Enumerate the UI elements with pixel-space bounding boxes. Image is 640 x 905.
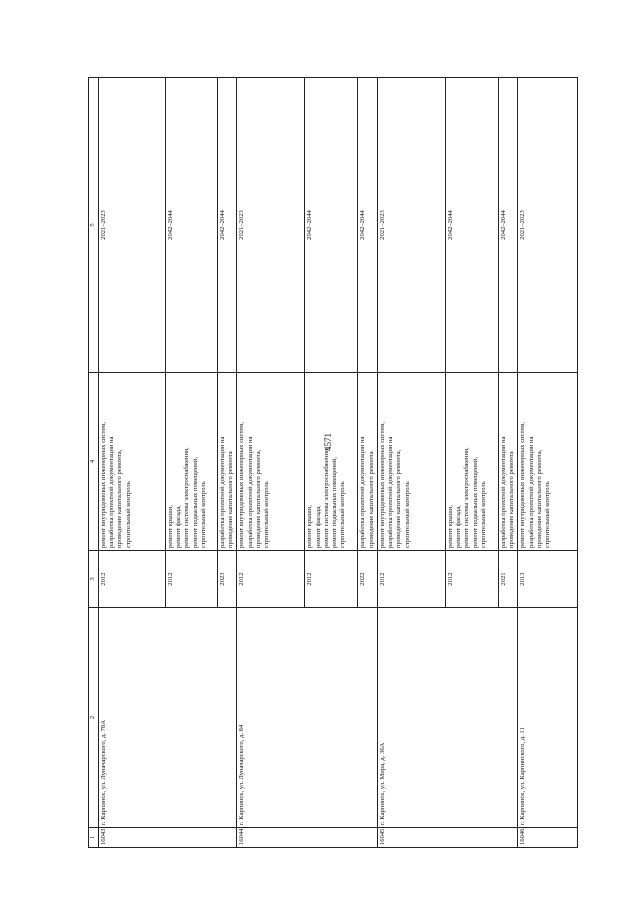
work-item: ремонт внутридомовых инженерных систем, <box>519 421 527 548</box>
work-item: строительный контроль <box>544 481 552 548</box>
header-cell: 5 <box>89 78 99 373</box>
work-item: ремонт системы электроснабжения, <box>463 447 471 548</box>
work-item: ремонт подвальных помещений, <box>191 457 199 548</box>
header-cell: 2 <box>89 608 99 828</box>
rotated-table-container <box>88 78 566 848</box>
work-item: ремонт подвальных помещений, <box>471 457 479 548</box>
work-item: ремонт системы электроснабжения, <box>183 447 191 548</box>
table-row <box>518 78 578 848</box>
page-number: 4571 <box>323 433 333 451</box>
work-item: проведение капитального ремонта, <box>116 449 124 548</box>
works-cell <box>498 373 517 551</box>
works-cell <box>99 373 166 551</box>
work-item: ремонт внутридомовых инженерных систем, <box>378 421 386 548</box>
work-item: ремонт крыши, <box>306 505 314 548</box>
work-item: строительный контроль <box>479 481 487 548</box>
period-cell: 2021–2023 <box>99 78 166 373</box>
period-cell: 2021–2023 <box>518 78 578 373</box>
year-cell: 2012 <box>377 551 445 608</box>
header-cell: 1 <box>89 828 99 848</box>
works-cell <box>237 373 305 551</box>
table-row <box>99 78 166 848</box>
work-item: проведение капитального ремонта <box>508 451 516 548</box>
work-item: строительный контроль <box>199 481 207 548</box>
year-cell: 2012 <box>305 551 358 608</box>
work-item: разработка проектной документации на <box>527 436 535 548</box>
work-item: строительный контроль <box>403 481 411 548</box>
work-item: проведение капитального ремонта <box>227 451 235 548</box>
work-item: ремонт крыши, <box>446 505 454 548</box>
row-number-cell: 16045. <box>377 828 517 848</box>
address-cell: г. Карпинск, ул. Мира, д. 36А <box>377 608 517 828</box>
period-cell: 2042–2044 <box>305 78 358 373</box>
year-cell: 2012 <box>237 551 305 608</box>
works-cell <box>305 373 358 551</box>
work-item: строительный контроль <box>339 481 347 548</box>
work-item: разработка проектной документации на <box>499 436 507 548</box>
table-row <box>237 78 305 848</box>
address-cell: г. Карпинск, ул. Луначарского, д. 78А <box>99 608 237 828</box>
header-cell: 3 <box>89 551 99 608</box>
address-cell: г. Карпинск, ул. Карпинского, д. 11 <box>518 608 578 828</box>
work-item: строительный контроль <box>124 481 132 548</box>
table-row <box>377 78 445 848</box>
work-item: разработка проектной документации на <box>359 436 367 548</box>
work-item: проведение капитального ремонта, <box>395 449 403 548</box>
year-cell: 2012 <box>99 551 166 608</box>
work-item: разработка проектной документации на <box>246 436 254 548</box>
period-cell: 2021–2023 <box>377 78 445 373</box>
year-cell: 2023 <box>218 551 237 608</box>
works-cell <box>358 373 377 551</box>
year-cell: 2021 <box>498 551 517 608</box>
year-cell: 2012 <box>166 551 218 608</box>
address-cell: г. Карпинск, ул. Луначарского, д. 84 <box>237 608 377 828</box>
work-item: ремонт подвальных помещений, <box>331 457 339 548</box>
work-item: разработка проектной документации на <box>219 436 226 548</box>
period-cell: 2042–2044 <box>166 78 218 373</box>
period-cell: 2021–2023 <box>237 78 305 373</box>
work-item: проведение капитального ремонта <box>367 451 375 548</box>
work-item: разработка проектной документации на <box>387 436 395 548</box>
works-cell <box>166 373 218 551</box>
work-item: ремонт фасада, <box>314 505 322 548</box>
works-cell <box>445 373 498 551</box>
work-item: ремонт фасада, <box>175 505 183 548</box>
work-item: проведение капитального ремонта, <box>535 449 543 548</box>
header-cell: 4 <box>89 373 99 551</box>
period-cell: 2042–2044 <box>445 78 498 373</box>
capital-repair-table <box>88 77 578 848</box>
work-item: ремонт внутридомовых инженерных систем, <box>100 421 107 548</box>
work-item: строительный контроль <box>263 481 271 548</box>
work-item: проведение капитального ремонта, <box>254 449 262 548</box>
period-cell: 2042–2044 <box>218 78 237 373</box>
work-item: ремонт крыши, <box>167 505 174 548</box>
row-number-cell: 16043. <box>99 828 237 848</box>
row-number-cell: 16046. <box>518 828 578 848</box>
works-cell <box>377 373 445 551</box>
period-cell: 2042–2044 <box>498 78 517 373</box>
period-cell: 2042–2044 <box>358 78 377 373</box>
work-item: ремонт внутридомовых инженерных систем, <box>238 421 246 548</box>
works-cell <box>518 373 578 551</box>
row-number-cell: 16044. <box>237 828 377 848</box>
year-cell: 2022 <box>358 551 377 608</box>
work-item: разработка проектной документации на <box>108 436 116 548</box>
work-item: ремонт фасада, <box>455 505 463 548</box>
works-cell <box>218 373 237 551</box>
header-row <box>89 78 99 848</box>
work-item: ремонт системы электроснабжения, <box>322 447 330 548</box>
year-cell: 2013 <box>518 551 578 608</box>
year-cell: 2012 <box>445 551 498 608</box>
